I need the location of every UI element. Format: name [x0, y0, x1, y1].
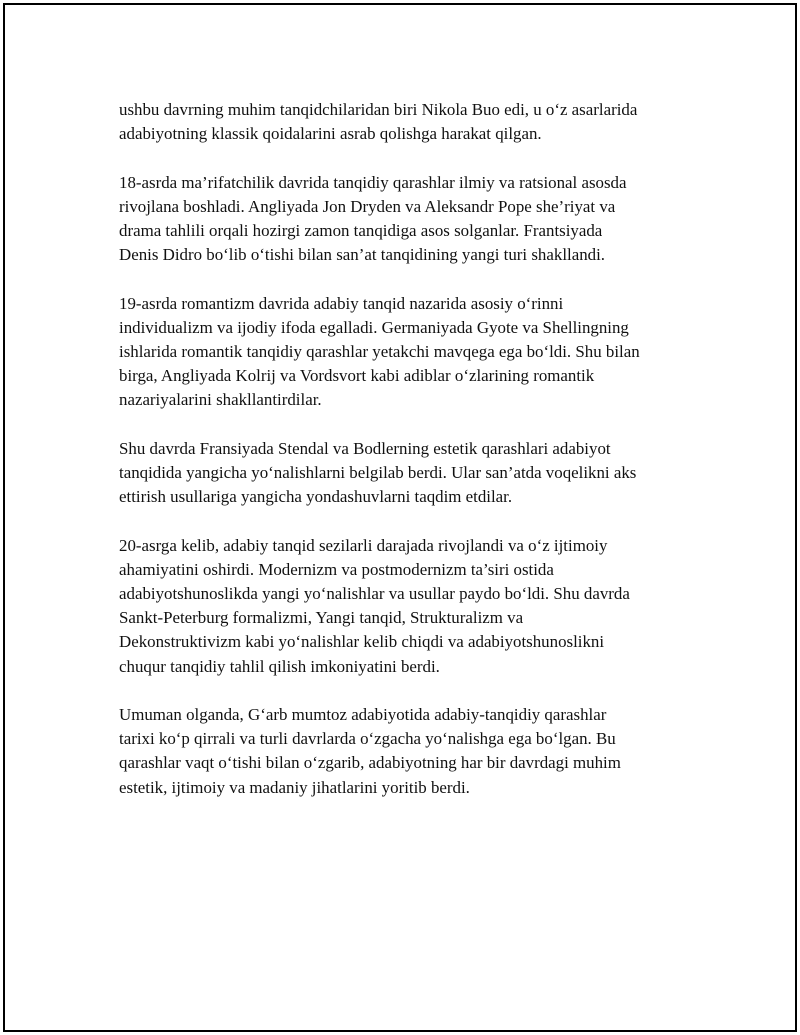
paragraph-19th-century-romanticism: 19-asrda romantizm davrida adabiy tanqid nazarida asosiy o‘rinni individualizm va ijodiy ifoda egalladi. Germaniyada Gyote va Shellingning ishlarida romantik tanqidiy qarashlar yetakchi mavqega ega bo‘ldi. Shu bilan birga, Angliyada Kolrij va Vordsvort kabi adiblar o‘zlarining romantik nazariyalarini shakllantirdilar.	[119, 293, 640, 410]
document-body	[119, 98, 699, 824]
paragraph-20th-century: 20-asrga kelib, adabiy tanqid sezilarli darajada rivojlandi va o‘z ijtimoiy ahamiyatini oshirdi. Modernizm va postmodernizm ta’siri ostida adabiyotshunoslikda yangi yo‘nalishlar va usullar paydo bo‘ldi. Shu davrda Sankt-Peterburg formalizmi, Yangi tanqid, Strukturalizm va Dekonstruktivizm kabi yo‘nalishlar kelib chiqdi va adabiyotshunoslikni chuqur tanqidiy tahlil qilish imkoniyatini berdi.	[119, 535, 630, 676]
paragraph-france-stendhal-baudelaire: Shu davrda Fransiyada Stendal va Bodlerning estetik qarashlari adabiyot tanqidida yangicha yo‘nalishlarni belgilab berdi. Ular san’atda voqelikni aks ettirish usullariga yangicha yondashuvlarni taqdim etdilar.	[119, 438, 637, 507]
document-page	[3, 3, 797, 1032]
paragraph-conclusion: Umuman olganda, G‘arb mumtoz adabiyotida adabiy-tanqidiy qarashlar tarixi ko‘p qirrali va turli davrlarda o‘zgacha yo‘nalishga ega bo‘lgan. Bu qarashlar vaqt o‘tishi bilan o‘zgarib, adabiyotning har bir davrdagi muhim estetik, ijtimoiy va madaniy jihatlarini yoritib berdi.	[119, 705, 621, 797]
paragraph-boileau: ushbu davrning muhim tanqidchilaridan biri Nikola Buo edi, u o‘z asarlarida adabiyotning klassik qoidalarini asrab qolishga harakat qilgan.	[119, 100, 638, 144]
paragraph-18th-century: 18-asrda ma’rifatchilik davrida tanqidiy qarashlar ilmiy va ratsional asosda rivojlana boshladi. Angliyada Jon Dryden va Aleksandr Pope she’riyat va drama tahlili orqali hozirgi zamon tanqidiga asos solganlar. Frantsiyada Denis Didro bo‘lib o‘tishi bilan san’at tanqidining yangi turi shakllandi.	[119, 172, 627, 265]
